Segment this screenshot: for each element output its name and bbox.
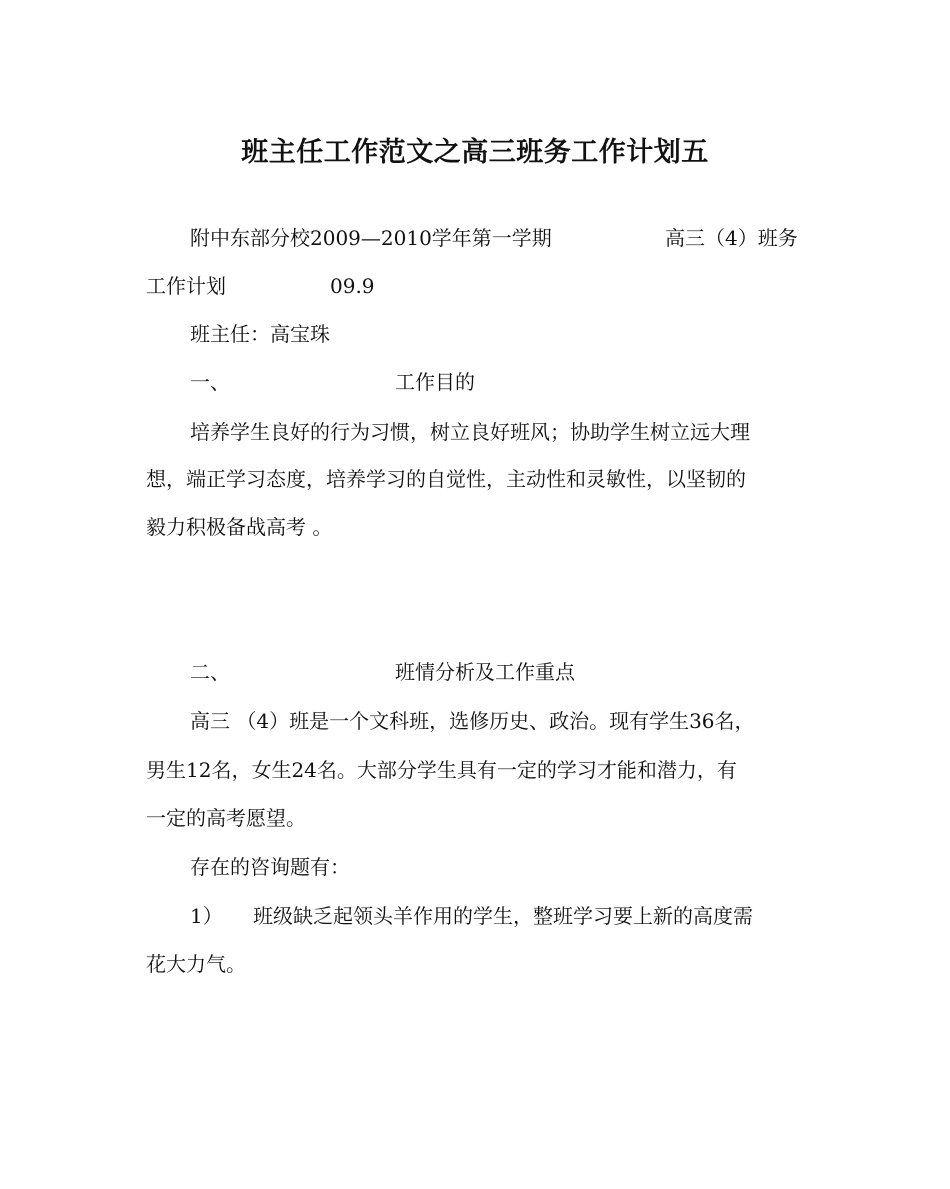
section-1-para-line: 毅力积极备战高考 。 [146, 515, 333, 539]
section-2-heading: 班情分析及工作重点 [395, 660, 575, 684]
section-2-para-line: 一定的高考愿望。 [146, 806, 306, 830]
intro-class-heading: 高三（4）班务 [665, 226, 798, 250]
intro-school-term: 附中东部分校2009—2010学年第一学期 [190, 226, 552, 250]
section-2-number: 二、 [190, 660, 230, 684]
item-1-number: 1） [190, 904, 223, 928]
section-1-para-line: 培养学生良好的行为习惯，树立良好班风；协助学生树立远大理 [190, 420, 750, 444]
intro-line-1 [190, 224, 552, 252]
teacher-line: 班主任：高宝珠 [190, 322, 330, 346]
section-1-number: 一、 [190, 370, 230, 394]
intro-plan-label: 工作计划 [146, 274, 226, 298]
problems-label: 存在的咨询题有： [190, 855, 350, 879]
item-1-text-line: 班级缺乏起领头羊作用的学生，整班学习要上新的高度需 [253, 904, 753, 928]
section-1-heading: 工作目的 [395, 370, 475, 394]
section-2-para-line: 男生12名，女生24名。大部分学生具有一定的学习才能和潜力，有 [146, 758, 737, 782]
item-1-text-line: 花大力气。 [146, 952, 246, 976]
document-title: 班主任工作范文之高三班务工作计划五 [241, 137, 709, 168]
intro-date: 09.9 [330, 274, 375, 298]
section-1-para-line: 想，端正学习态度，培养学习的自觉性，主动性和灵敏性，以坚韧的 [146, 467, 746, 491]
section-2-para-line: 高三 （4）班是一个文科班，选修历史、政治。现有学生36名， [190, 709, 755, 733]
